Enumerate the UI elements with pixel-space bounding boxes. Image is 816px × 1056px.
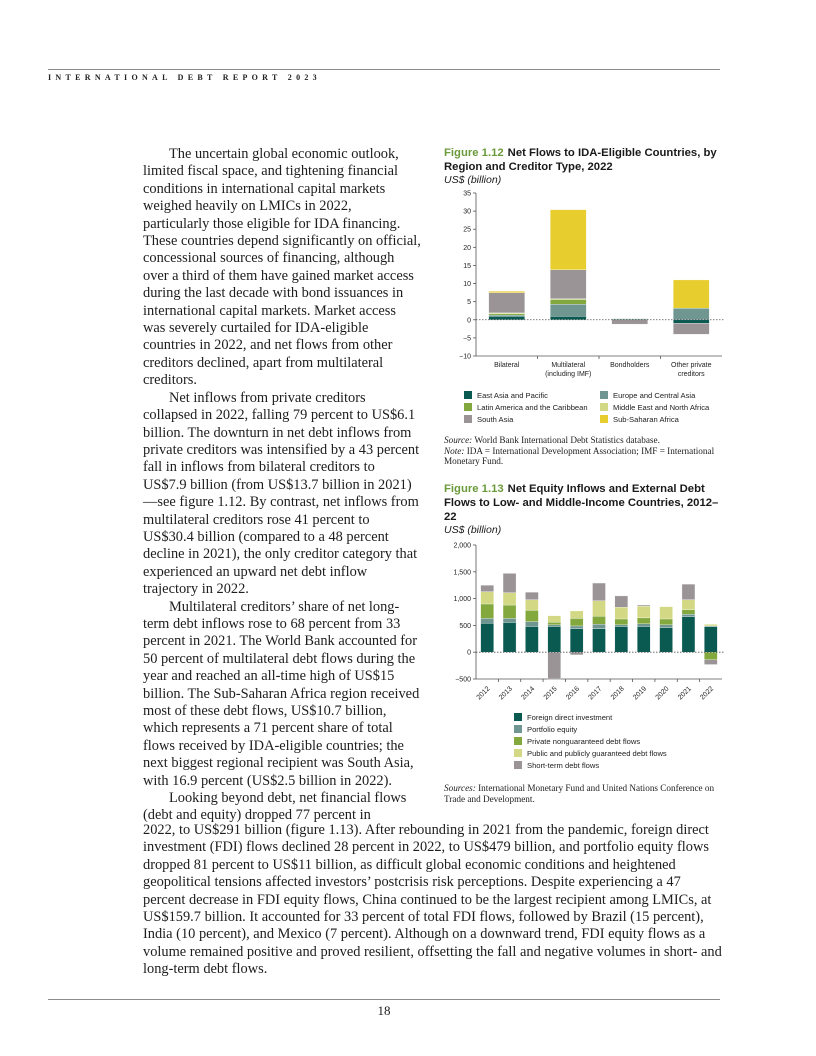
paragraph: The uncertain global economic outlook, limited fiscal space, and tightening financial conditions in international capital markets weighed heavily on LMICs in 2022, particularly those eligible for IDA financing. These countries depend significantly on official, concessional sources of financing, although over a third of them have gained market access during the last decade with bond issuances in international capital markets. Market access was severely curtailed for IDA-eligible countries in 2022, and net flows from other creditors declined, apart from multilateral creditors. — [143, 146, 421, 389]
bar-segment — [704, 660, 717, 665]
x-tick-label: 2012 — [475, 685, 492, 702]
legend-item — [514, 711, 724, 723]
paragraph: Multilateral creditors’ share of net long-term debt inflows rose to 68 percent from 33 percent in 2021. The World Bank accounted for 50 percent of multilateral debt flows during the year and reached an all-time high of US$15 billion. The Sub-Saharan Africa region received most of these debt flows, US$10.7 billion, which represents a 71 percent share of total flows received by IDA-eligible countries; the next biggest regional recipient was South Asia, with 16.9 percent (US$2.5 billion in 2022). — [143, 598, 420, 789]
figure-source — [444, 435, 724, 467]
footer-rule — [48, 999, 720, 1000]
legend-swatch — [514, 749, 522, 757]
x-tick-label: 2019 — [632, 685, 649, 702]
figure-title — [444, 482, 724, 524]
bar-segment — [593, 583, 606, 601]
page-number: 18 — [377, 1003, 391, 1018]
bar-segment — [503, 593, 516, 605]
paragraph: 2022, to US$291 billion (figure 1.13). After rebounding in 2021 from the pandemic, foreign direct investment (FDI) flows declined 28 percent in 2022, to US$479 billion, and portfolio equity flows dropped 81 percent to US$11 billion, as difficult global economic conditions and heightened geopolitical tensions affected investors’ postcrisis risk perceptions. Despite experiencing a 47 percent decrease in FDI equity flows, China continued to be the largest recipient among LMICs, at US$159.7 billion. It accounted for 33 percent of total FDI flows, followed by Brazil (15 percent), India (10 percent), and Mexico (7 percent). Although on a downward trend, FDI equity flows as a volume remained positive and proved resilient, offsetting the fall and negative volumes in short- and long-term debt flows. — [143, 822, 722, 978]
y-tick-label: 5 — [467, 299, 471, 307]
bar-stack — [481, 585, 494, 652]
x-tick-label: 2020 — [654, 685, 671, 702]
chart-legend — [464, 389, 724, 425]
bar-segment — [570, 618, 583, 626]
x-tick-label: 2021 — [676, 685, 693, 702]
bar-segment — [704, 627, 717, 653]
x-tick-label: 2013 — [497, 685, 514, 702]
bar-segment — [550, 316, 586, 320]
legend-label: East Asia and Pacific — [477, 390, 548, 400]
x-tick-label: 2016 — [565, 685, 582, 702]
bar-stack — [550, 210, 586, 320]
bar-segment — [593, 629, 606, 653]
x-tick-label: 2014 — [520, 685, 537, 702]
bar-stack — [525, 592, 538, 652]
bar-segment — [682, 617, 695, 652]
bar-stack — [637, 605, 650, 652]
bar-stack — [615, 596, 628, 652]
bar-stack — [548, 616, 561, 679]
legend-swatch — [514, 725, 522, 733]
figure-1-12 — [444, 146, 724, 467]
bar-segment — [615, 596, 628, 607]
bar-segment — [682, 584, 695, 600]
y-tick-label: −500 — [455, 676, 471, 684]
bar-segment — [548, 622, 561, 625]
y-tick-label: 1,500 — [453, 569, 471, 577]
x-tick-label: Other private — [671, 362, 712, 369]
bar-segment — [548, 625, 561, 627]
figure-source — [444, 783, 724, 804]
legend-item — [464, 413, 600, 425]
figure-title-text: Net Flows to IDA-Eligible Countries, by Region and Creditor Type, 2022 — [444, 147, 717, 173]
note-label: Note: — [444, 445, 465, 456]
bar-stack — [489, 291, 525, 320]
bar-segment — [570, 611, 583, 619]
bar-segment — [503, 605, 516, 618]
bar-segment — [570, 652, 583, 655]
legend-item — [600, 401, 740, 413]
bar-segment — [673, 280, 709, 308]
bar-segment — [489, 315, 525, 316]
x-tick-label: creditors — [677, 371, 705, 378]
note-text: IDA = International Development Association; IMF = International Monetary Fund. — [444, 445, 715, 467]
bar-segment — [615, 626, 628, 652]
bar-segment — [704, 624, 717, 626]
bar-segment — [660, 607, 673, 619]
header-rule — [48, 69, 720, 70]
chart-1-13 — [444, 537, 724, 707]
x-tick-label: 2022 — [699, 685, 716, 702]
bar-segment — [525, 622, 538, 627]
legend-swatch — [514, 713, 522, 721]
bar-segment — [548, 616, 561, 622]
y-tick-label: 0 — [467, 317, 471, 325]
legend-item — [600, 413, 740, 425]
chart-1-12 — [444, 187, 724, 387]
bar-segment — [503, 573, 516, 592]
bar-segment — [615, 607, 628, 619]
x-tick-label: Bondholders — [610, 362, 650, 369]
legend-swatch — [600, 391, 608, 399]
legend-label: Sub-Saharan Africa — [613, 414, 679, 424]
x-tick-label: 2015 — [542, 685, 559, 702]
legend-label: Foreign direct investment — [527, 712, 613, 722]
legend-swatch — [600, 415, 608, 423]
bar-stack — [503, 573, 516, 652]
figure-title — [444, 146, 724, 174]
bar-stack — [673, 280, 709, 334]
bar-segment — [550, 304, 586, 316]
y-tick-label: 10 — [463, 281, 471, 289]
legend-swatch — [600, 403, 608, 411]
figure-title-text: Net Equity Inflows and External Debt Flows to Low- and Middle-Income Countries, 2012–22 — [444, 483, 719, 523]
legend-swatch — [514, 761, 522, 769]
y-tick-label: 35 — [463, 190, 471, 198]
x-tick-label: 2018 — [609, 685, 626, 702]
bar-segment — [525, 600, 538, 611]
legend-item — [514, 723, 724, 735]
bar-segment — [525, 610, 538, 621]
bar-segment — [481, 592, 494, 604]
legend-label: Europe and Central Asia — [613, 390, 696, 400]
y-tick-label: 500 — [459, 622, 471, 630]
figure-number: Figure 1.12 — [444, 147, 504, 159]
y-tick-label: 1,000 — [453, 596, 471, 604]
bar-segment — [660, 628, 673, 653]
bar-segment — [660, 619, 673, 625]
legend-label: South Asia — [477, 414, 514, 424]
body-column-left — [143, 146, 421, 825]
bar-segment — [550, 270, 586, 299]
x-tick-label: 2017 — [587, 685, 604, 702]
legend-item — [514, 735, 724, 747]
bar-segment — [637, 605, 650, 606]
bar-segment — [673, 320, 709, 324]
y-tick-label: −5 — [463, 335, 471, 343]
bar-segment — [682, 610, 695, 614]
figure-unit: US$ (billion) — [444, 524, 502, 536]
bar-segment — [489, 291, 525, 292]
legend-swatch — [514, 737, 522, 745]
bar-segment — [489, 314, 525, 315]
bar-segment — [593, 601, 606, 617]
chart-legend — [514, 711, 724, 771]
bar-segment — [660, 625, 673, 628]
bar-stack — [593, 583, 606, 652]
bar-segment — [489, 293, 525, 313]
bar-segment — [525, 626, 538, 652]
legend-label: Short-term debt flows — [527, 760, 600, 770]
bar-segment — [481, 604, 494, 618]
bar-segment — [637, 606, 650, 618]
legend-label: Middle East and North Africa — [613, 402, 710, 412]
bar-segment — [615, 619, 628, 625]
bar-segment — [704, 652, 717, 660]
legend-swatch — [464, 403, 472, 411]
bar-segment — [637, 624, 650, 627]
body-full-width — [143, 822, 723, 979]
bar-segment — [612, 320, 648, 324]
bar-segment — [550, 299, 586, 304]
figure-unit: US$ (billion) — [444, 174, 502, 186]
source-text: International Monetary Fund and United Nations Conference on Trade and Development. — [444, 783, 715, 804]
source-text: World Bank International Debt Statistics database. — [474, 435, 660, 445]
bar-segment — [548, 652, 561, 679]
legend-swatch — [464, 391, 472, 399]
legend-label: Private nonguaranteed debt flows — [527, 736, 641, 746]
bar-segment — [503, 622, 516, 652]
source-label: Sources: — [444, 783, 476, 793]
bar-segment — [525, 592, 538, 600]
bar-segment — [673, 308, 709, 320]
x-tick-label: Multilateral — [551, 362, 586, 369]
bar-segment — [673, 323, 709, 334]
legend-swatch — [464, 415, 472, 423]
legend-item — [514, 747, 724, 759]
bar-segment — [548, 626, 561, 652]
y-tick-label: 30 — [463, 208, 471, 216]
y-tick-label: 25 — [463, 226, 471, 234]
bar-segment — [615, 625, 628, 627]
y-tick-label: 20 — [463, 244, 471, 252]
x-tick-label: Bilateral — [494, 362, 520, 369]
legend-item — [464, 401, 600, 413]
bar-segment — [637, 618, 650, 624]
y-tick-label: 15 — [463, 262, 471, 270]
source-label: Source: — [444, 435, 473, 445]
bar-segment — [593, 616, 606, 624]
bar-segment — [593, 624, 606, 628]
bar-stack — [682, 584, 695, 652]
bar-stack — [704, 624, 717, 664]
bar-segment — [503, 618, 516, 622]
bar-segment — [570, 626, 583, 629]
bar-segment — [570, 629, 583, 653]
legend-item — [514, 759, 724, 771]
y-tick-label: 2,000 — [453, 542, 471, 550]
legend-label: Latin America and the Caribbean — [477, 402, 588, 412]
legend-item — [600, 389, 740, 401]
bar-segment — [637, 626, 650, 652]
bar-segment — [682, 600, 695, 610]
bar-segment — [481, 623, 494, 652]
figure-1-13 — [444, 482, 724, 804]
bar-segment — [481, 585, 494, 591]
bar-stack — [570, 611, 583, 655]
y-tick-label: 0 — [467, 649, 471, 657]
figure-number: Figure 1.13 — [444, 483, 504, 495]
y-tick-label: −10 — [459, 353, 471, 361]
legend-item — [464, 389, 600, 401]
bar-segment — [481, 618, 494, 623]
legend-label: Public and publicly guaranteed debt flows — [527, 748, 667, 758]
paragraph: Looking beyond debt, net financial flows (debt and equity) dropped 77 percent in — [143, 790, 407, 824]
bar-stack — [660, 607, 673, 653]
paragraph: Net inflows from private creditors collapsed in 2022, falling 79 percent to US$6.1 billion. The downturn in net debt inflows from private creditors was intensified by a 43 percent fall in inflows from bilateral creditors to US$7.9 billion (from US$13.7 billion in 2021)—see figure 1.12. By contrast, net inflows from multilateral creditors rose 41 percent to US$30.4 billion (compared to a 48 percent decline in 2021), the only creditor category that experienced an upward net debt inflow trajectory in 2022. — [143, 389, 420, 598]
bar-segment — [489, 316, 525, 320]
bar-segment — [550, 210, 586, 270]
bar-segment — [682, 614, 695, 617]
legend-label: Portfolio equity — [527, 724, 578, 734]
running-head: INTERNATIONAL DEBT REPORT 2023 — [48, 73, 321, 82]
x-tick-label: (including IMF) — [545, 371, 592, 378]
